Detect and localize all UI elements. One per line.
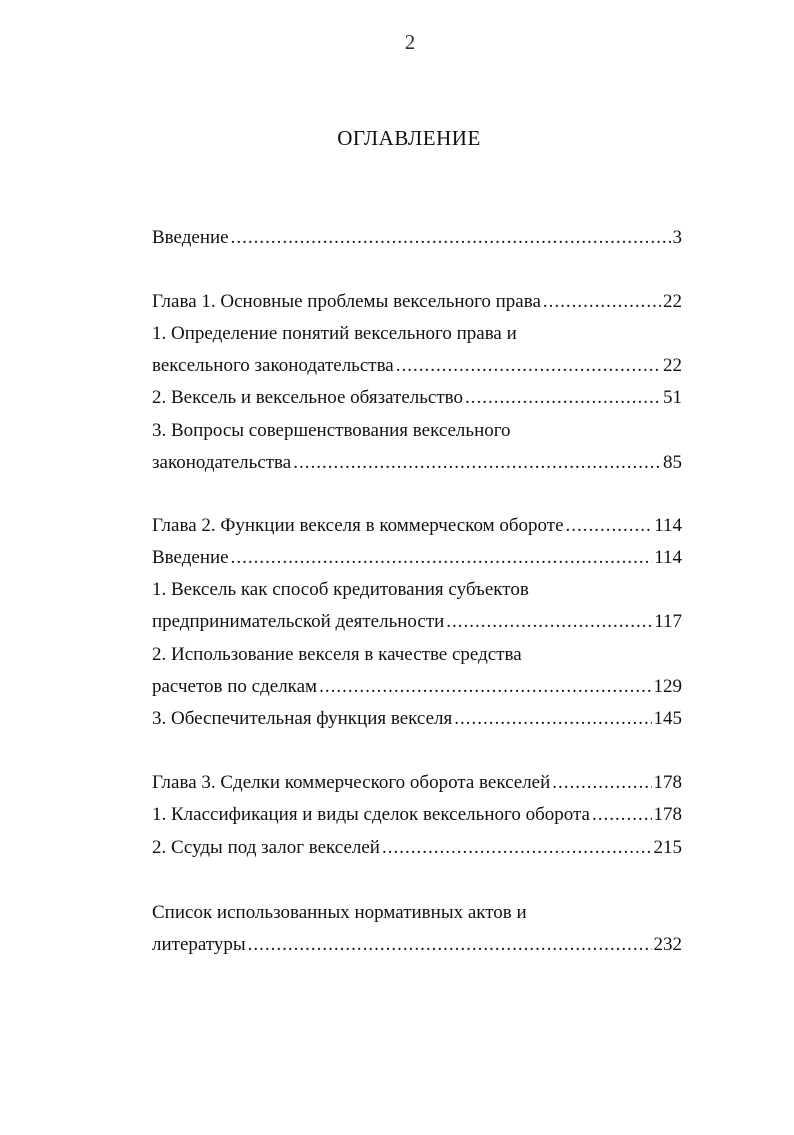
dot-leader xyxy=(293,449,661,477)
toc-entry-text: вексельного законодательства xyxy=(152,355,394,376)
toc-entry-text: расчетов по сделкам xyxy=(152,676,318,697)
dot-leader xyxy=(465,384,661,412)
toc-entry-page: 117 xyxy=(654,611,682,632)
toc-entry-page: 114 xyxy=(654,515,682,536)
toc-entry-ch2-section-2 xyxy=(152,673,682,701)
toc-entry-page: 51 xyxy=(663,387,682,408)
toc-entry-page: 22 xyxy=(663,291,682,312)
toc-entry-chapter-2 xyxy=(152,512,682,540)
toc-entry-text: 1. Классификация и виды сделок вексельного оборота xyxy=(152,804,590,825)
dot-leader xyxy=(248,931,652,959)
toc-entry-introduction xyxy=(152,224,682,252)
toc-entry-text: литературы xyxy=(152,934,246,955)
toc-entry-text: Введение xyxy=(152,227,229,248)
dot-leader xyxy=(231,224,671,252)
toc-entry-ch3-section-1 xyxy=(152,801,682,829)
dot-leader xyxy=(231,544,653,572)
dot-leader xyxy=(552,769,651,797)
toc-entry-page: 114 xyxy=(654,547,682,568)
toc-entry-references-line-1: Список использованных нормативных актов и xyxy=(152,902,527,923)
toc-entry-chapter-3 xyxy=(152,769,682,797)
toc-entry-ch2-introduction xyxy=(152,544,682,572)
toc-entry-page: 85 xyxy=(663,452,682,473)
toc-entry-ch1-section-3-line-1: 3. Вопросы совершенствования вексельного xyxy=(152,420,511,441)
toc-entry-text: Глава 3. Сделки коммерческого оборота векселей xyxy=(152,772,551,793)
toc-entry-ch2-section-1-line-1: 1. Вексель как способ кредитования субъектов xyxy=(152,579,529,600)
toc-entry-ch1-section-2 xyxy=(152,384,682,412)
page-number: 2 xyxy=(404,30,416,54)
dot-leader xyxy=(446,608,652,636)
toc-entry-text: Глава 2. Функции векселя в коммерческом обороте xyxy=(152,515,564,536)
dot-leader xyxy=(592,801,652,829)
toc-entry-text: 2. Вексель и вексельное обязательство xyxy=(152,387,463,408)
toc-entry-ch2-section-1 xyxy=(152,608,682,636)
dot-leader xyxy=(319,673,651,701)
toc-entry-text: 2. Ссуды под залог векселей xyxy=(152,837,380,858)
toc-entry-page: 3 xyxy=(672,227,682,248)
dot-leader xyxy=(543,288,661,316)
toc-entry-text: законодательства xyxy=(152,452,292,473)
toc-entry-text: 3. Обеспечительная функция векселя xyxy=(152,708,453,729)
toc-entry-page: 232 xyxy=(653,934,682,955)
dot-leader xyxy=(382,834,652,862)
toc-entry-page: 22 xyxy=(663,355,682,376)
toc-entry-page: 145 xyxy=(653,708,682,729)
toc-entry-ch1-section-1-line-1: 1. Определение понятий вексельного права и xyxy=(152,323,517,344)
toc-entry-page: 178 xyxy=(653,772,682,793)
toc-entry-page: 215 xyxy=(653,837,682,858)
toc-entry-text: предпринимательской деятельности xyxy=(152,611,445,632)
dot-leader xyxy=(566,512,653,540)
toc-entry-ch2-section-2-line-1: 2. Использование векселя в качестве средства xyxy=(152,644,522,665)
dot-leader xyxy=(454,705,651,733)
page-title: ОГЛАВЛЕНИЕ xyxy=(337,126,481,150)
dot-leader xyxy=(396,352,661,380)
toc-entry-chapter-1 xyxy=(152,288,682,316)
toc-entry-ch3-section-2 xyxy=(152,834,682,862)
toc-entry-text: Глава 1. Основные проблемы вексельного права xyxy=(152,291,541,312)
toc-entry-ch1-section-3 xyxy=(152,449,682,477)
toc-entry-ch1-section-1 xyxy=(152,352,682,380)
toc-entry-page: 129 xyxy=(653,676,682,697)
toc-entry-text: Введение xyxy=(152,547,229,568)
toc-entry-references xyxy=(152,931,682,959)
toc-entry-page: 178 xyxy=(653,804,682,825)
toc-entry-ch2-section-3 xyxy=(152,705,682,733)
